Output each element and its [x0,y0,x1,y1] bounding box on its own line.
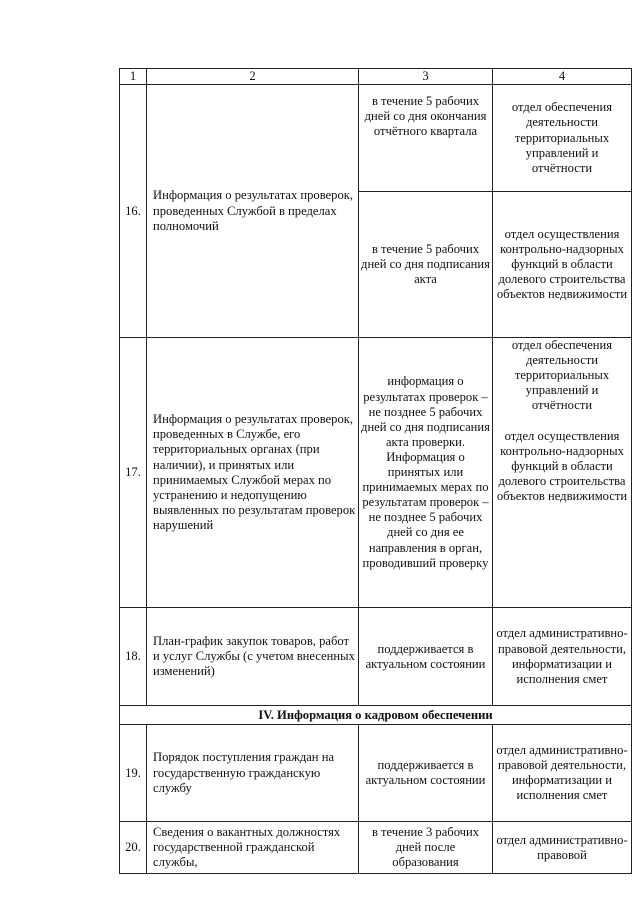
publication-period: информация о результатах проверок – не позднее 5 рабочих дней со дня подписания акта проверки. Информация о принятых или принимаемых мерах по результатам проверок – не позднее 5 рабочих дней со дня ее направления в орган, проводивший проверку [359,338,493,608]
information-table [119,68,632,874]
row-number: 16. [120,85,147,338]
responsible-department: отдел обеспечения деятельности территориальных управлений и отчётности [493,85,632,192]
responsible-department: отдел административно-правовой деятельности, информатизации и исполнения смет [493,725,632,822]
table-row [120,725,632,822]
row-number: 20. [120,822,147,874]
table-row [120,85,632,192]
responsible-department: отдел административно-правовой [493,822,632,874]
section-heading: IV. Информация о кадровом обеспечении [120,706,632,725]
row-number: 17. [120,338,147,608]
department-name: отдел осуществления контрольно-надзорных функций в области долевого строительства объектов недвижимости [496,428,628,503]
publication-period: в течение 3 рабочих дней после образования [359,822,493,874]
row-number: 19. [120,725,147,822]
table-row [120,822,632,874]
table-row [120,608,632,706]
responsible-department: отдел административно-правовой деятельности, информатизации и исполнения смет [493,608,632,706]
department-name: отдел обеспечения деятельности территориальных управлений и отчётности [511,338,613,413]
column-number-row [120,69,632,85]
publication-period: поддерживается в актуальном состоянии [359,608,493,706]
table-row [120,338,632,608]
information-description: План-график закупок товаров, работ и услуг Службы (с учетом внесенных изменений) [147,608,359,706]
column-number: 2 [147,69,359,85]
information-description: Сведения о вакантных должностях государственной гражданской службы, [147,822,359,874]
publication-period: в течение 5 рабочих дней со дня окончания отчётного квартала [359,85,493,192]
information-description: Информация о результатах проверок, проведенных Службой в пределах полномочий [147,85,359,338]
column-number: 1 [120,69,147,85]
responsible-department: отдел осуществления контрольно-надзорных функций в области долевого строительства объектов недвижимости [493,192,632,338]
responsible-department [493,338,632,608]
column-number: 4 [493,69,632,85]
publication-period: поддерживается в актуальном состоянии [359,725,493,822]
row-number: 18. [120,608,147,706]
section-heading-row [120,706,632,725]
publication-period: в течение 5 рабочих дней со дня подписания акта [359,192,493,338]
information-description: Порядок поступления граждан на государственную гражданскую службу [147,725,359,822]
column-number: 3 [359,69,493,85]
information-description: Информация о результатах проверок, проведенных в Службе, его территориальных органах (при наличии), и принятых или принимаемых Службой мерах по устранению и недопущению выявленных по результатам проверок нарушений [147,338,359,608]
